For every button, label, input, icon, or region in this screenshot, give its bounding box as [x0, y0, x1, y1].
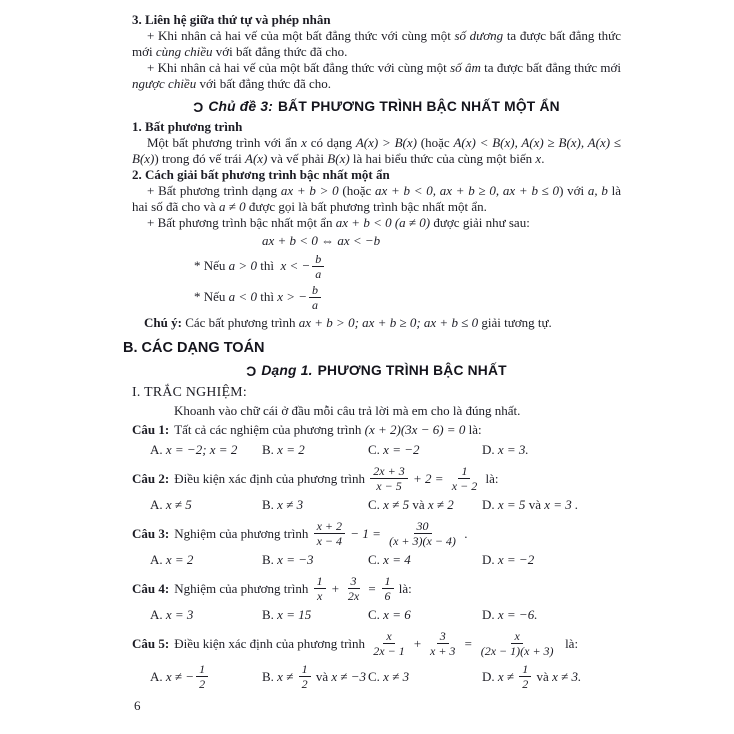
option-d: D. x = −6. [482, 607, 538, 622]
page-number: 6 [134, 698, 141, 713]
option-c: C. x ≠ 5 và x ≠ 2 [368, 497, 454, 512]
chapter-heading [132, 99, 621, 115]
question-2 [132, 464, 621, 493]
question-label: Câu 3: [132, 525, 170, 541]
option-b: B. x = −3 [262, 552, 314, 567]
option-b: B. x = 15 [262, 607, 312, 622]
fraction: $\frac{x}{2x - 1}$ [373, 629, 405, 658]
option-a: A. x = −2; x = 2 [150, 442, 238, 457]
fraction: $\frac{1}{x}$ [314, 574, 326, 603]
option-a: A. x = 2 [150, 552, 194, 567]
question-4 [132, 574, 621, 603]
question-3 [132, 519, 621, 548]
section2-heading: 2. Cách giải bất phương trình bậc nhất một ẩn [132, 167, 390, 182]
question-stem: Điều kiện xác định của phương trình $\frac{x}{2x - 1}$ + $\frac{3}{x + 3}$ = $\frac{x}{(2x - 1)(x + 3)}$ là: [174, 629, 579, 658]
fraction: $\frac{b}{a}$ [309, 283, 321, 312]
option-d: D. x ≠ $\frac{1}{2}$ và x ≠ 3. [482, 662, 582, 691]
question-3-options [132, 552, 621, 568]
question-stem: Tất cả các nghiệm của phương trình (x + 2)(3x − 6) = 0 là: [174, 422, 482, 437]
dang1-heading [132, 363, 621, 379]
clockwise-arrow-bullet-icon: Ɔ [246, 364, 257, 379]
quiz-instruction: Khoanh vào chữ cái ở đầu mỗi câu trả lời mà em cho là đúng nhất. [174, 403, 521, 418]
section3-bullet-1: + Khi nhân cả hai vế của một bất đẳng thức với cùng một số dương ta được bất đẳng thức mới cùng chiều với bất đẳng thức đã cho. [132, 28, 621, 59]
section2-bullet-2: + Bất phương trình bậc nhất một ẩn ax + b < 0 (a ≠ 0) được giải như sau: [147, 215, 530, 230]
fraction: $\frac{1}{x - 2}$ [451, 464, 478, 493]
section1-heading: 1. Bất phương trình [132, 119, 243, 134]
dang1-title: PHƯƠNG TRÌNH BẬC NHẤT [317, 363, 507, 378]
question-label: Câu 1: [132, 422, 170, 437]
question-5 [132, 629, 621, 658]
section3-bullet-2: + Khi nhân cả hai vế của một bất đẳng thức với cùng một số âm ta được bất đẳng thức mới ngược chiều với bất đẳng thức đã cho. [132, 60, 622, 91]
option-c: C. x ≠ 3 [368, 668, 410, 684]
fraction: $\frac{30}{(x + 3)(x - 4)}$ [389, 519, 456, 548]
fraction: $\frac{3}{x + 3}$ [430, 629, 456, 658]
question-stem: Nghiệm của phương trình $\frac{1}{x}$ + $\frac{3}{2x}$ = $\frac{1}{6}$ là: [174, 574, 412, 603]
fraction: $\frac{3}{2x}$ [347, 574, 360, 603]
option-b: B. x ≠ $\frac{1}{2}$ và x ≠ −3 [262, 662, 367, 691]
option-a: A. x ≠ 5 [150, 497, 192, 512]
option-b: B. x = 2 [262, 442, 305, 457]
fraction: $\frac{1}{2}$ [299, 662, 311, 691]
option-b: B. x ≠ 3 [262, 497, 304, 512]
question-label: Câu 2: [132, 470, 170, 486]
fraction: $\frac{x}{(2x - 1)(x + 3)}$ [480, 629, 554, 658]
option-d: D. x = −2 [482, 552, 535, 567]
part-b-heading: B. CÁC DẠNG TOÁN [123, 340, 265, 356]
question-2-options [132, 497, 621, 513]
fraction: $\frac{1}{2}$ [196, 662, 208, 691]
section1-body: Một bất phương trình với ẩn x có dạng A(x) > B(x) (hoặc A(x) < B(x), A(x) ≥ B(x), A(x) ≤ B(x)) trong đó vế trái A(x) và vế phải B(x) là hai biểu thức của cùng một biến x. [132, 135, 621, 166]
question-5-options [132, 662, 621, 691]
option-d: D. x = 3. [482, 442, 529, 457]
clockwise-arrow-bullet-icon: Ɔ [193, 100, 204, 115]
quiz-section-heading: I. TRẮC NGHIỆM: [132, 384, 248, 399]
fraction: $\frac{2x + 3}{x - 5}$ [370, 464, 407, 493]
fraction: $\frac{x + 2}{x - 4}$ [314, 519, 345, 548]
question-1 [132, 422, 621, 438]
question-4-options [132, 607, 621, 623]
option-a: A. x ≠ − $\frac{1}{2}$ [150, 662, 262, 691]
chapter-label: Chủ đề 3: [208, 99, 274, 114]
question-1-options [132, 442, 621, 458]
option-c: C. x = −2 [368, 442, 420, 457]
fraction: $\frac{b}{a}$ [312, 252, 324, 281]
case-a-negative: * Nếu a < 0 thì x > − $\frac{b}{a}$ [132, 282, 621, 312]
solve-formula: ax + b < 0 ⇔ ax < −b [262, 233, 381, 248]
question-label: Câu 5: [132, 635, 170, 651]
section3-heading: 3. Liên hệ giữa thứ tự và phép nhân [132, 12, 331, 27]
question-stem: Điều kiện xác định của phương trình $\frac{2x + 3}{x - 5}$ + 2 = $\frac{1}{x - 2}$ là: [174, 464, 499, 493]
question-label: Câu 4: [132, 580, 170, 596]
question-stem: Nghiệm của phương trình $\frac{x + 2}{x - 4}$ − 1 = $\frac{30}{(x + 3)(x - 4)}$ . [174, 519, 468, 548]
fraction: $\frac{1}{6}$ [382, 574, 394, 603]
option-c: C. x = 4 [368, 552, 411, 567]
fraction: $\frac{1}{2}$ [519, 662, 531, 691]
dang1-label: Dạng 1. [261, 363, 313, 378]
option-d: D. x = 5 và x = 3 . [482, 497, 579, 512]
case-a-positive: * Nếu a > 0 thì x < − $\frac{b}{a}$ [132, 251, 621, 281]
note-line: Chú ý: Các bất phương trình ax + b > 0; ax + b ≥ 0; ax + b ≤ 0 giải tương tự. [144, 315, 552, 330]
option-a: A. x = 3 [150, 607, 194, 622]
section2-bullet-1: + Bất phương trình dạng ax + b > 0 (hoặc ax + b < 0, ax + b ≥ 0, ax + b ≤ 0) với a, b là hai số đã cho và a ≠ 0 được gọi là bất phương trình bậc nhất một ẩn. [132, 183, 621, 214]
option-c: C. x = 6 [368, 607, 411, 622]
chapter-title: BẤT PHƯƠNG TRÌNH BẬC NHẤT MỘT ẨN [278, 99, 560, 114]
